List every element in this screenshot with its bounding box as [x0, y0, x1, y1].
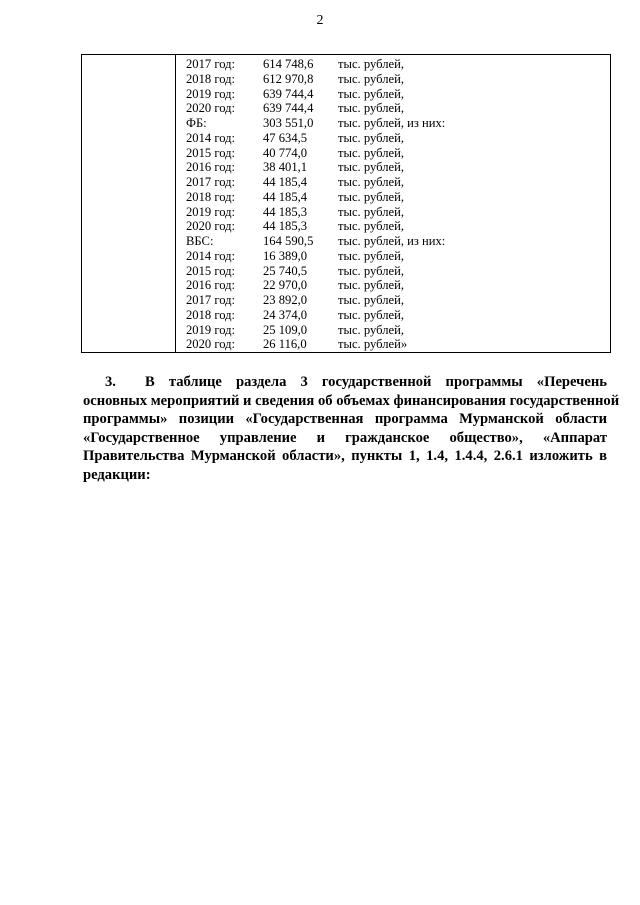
row-unit: тыс. рублей, [338, 322, 404, 337]
row-label: 2014 год: [186, 248, 236, 263]
page-number: 2 [316, 13, 324, 28]
table-row [186, 72, 606, 87]
row-label: 2018 год: [186, 307, 236, 322]
table-row [186, 278, 606, 293]
row-label: 2020 год: [186, 219, 236, 234]
row-unit: тыс. рублей, из них: [338, 234, 446, 248]
paragraph-line: Правительства Мурманской области», пункты 1, 1.4, 1.4.4, 2.6.1 изложить в [83, 448, 607, 464]
row-unit: тыс. рублей, из них: [338, 116, 446, 130]
row-label: ФБ: [186, 116, 207, 130]
paragraph-number: 3. [105, 374, 116, 390]
table-row [186, 337, 606, 352]
table-rows [186, 57, 606, 352]
row-label: 2018 год: [186, 71, 236, 86]
table-row [186, 131, 606, 146]
row-value: 44 185,4 [263, 175, 308, 189]
row-value: 25 740,5 [263, 263, 308, 278]
row-value: 38 401,1 [263, 160, 308, 175]
paragraph-line: основных мероприятий и сведения об объемах финансирования государственной [83, 392, 620, 409]
row-label: 2019 год: [186, 204, 236, 219]
row-unit: тыс. рублей, [338, 307, 404, 322]
table-row [186, 219, 606, 234]
row-label: 2016 год: [186, 278, 236, 293]
row-value: 44 185,3 [263, 219, 308, 234]
table-row [186, 190, 606, 205]
table-row [186, 205, 606, 220]
row-label: 2020 год: [186, 337, 236, 352]
row-label: 2014 год: [186, 130, 236, 145]
table-row [186, 293, 606, 308]
table-row [186, 264, 606, 279]
row-unit: тыс. рублей, [338, 263, 404, 278]
row-value: 25 109,0 [263, 322, 308, 337]
row-label: 2015 год: [186, 263, 236, 278]
row-unit: тыс. рублей, [338, 248, 404, 263]
row-value: 26 116,0 [263, 337, 307, 352]
row-label: 2016 год: [186, 160, 236, 175]
row-value: 16 389,0 [263, 248, 308, 263]
table-row [186, 323, 606, 338]
table-row [186, 116, 606, 131]
row-label: 2015 год: [186, 145, 236, 160]
row-value: 40 774,0 [263, 145, 308, 160]
row-value: 639 744,4 [263, 86, 314, 101]
row-label: 2020 год: [186, 101, 236, 116]
row-label: 2019 год: [186, 322, 236, 337]
table-row [186, 234, 606, 249]
table-row [186, 308, 606, 323]
table-row [186, 101, 606, 116]
row-label: 2017 год: [186, 293, 236, 307]
row-value: 47 634,5 [263, 130, 308, 145]
row-value: 44 185,4 [263, 189, 308, 204]
row-value: 614 748,6 [263, 57, 314, 71]
row-unit: тыс. рублей, [338, 278, 404, 293]
paragraph-line: «Государственное управление и гражданское общество», «Аппарат [83, 429, 607, 446]
row-unit: тыс. рублей, [338, 86, 404, 101]
paragraph-line-text: В таблице раздела 3 государственной программы «Перечень [145, 374, 607, 390]
row-value: 612 970,8 [263, 71, 314, 86]
row-unit: тыс. рублей» [338, 337, 408, 352]
table-column-divider [175, 54, 176, 353]
row-unit: тыс. рублей, [338, 71, 404, 86]
row-label: ВБС: [186, 234, 214, 248]
row-label: 2019 год: [186, 86, 236, 101]
table-row [186, 249, 606, 264]
row-label: 2018 год: [186, 189, 236, 204]
table-row [186, 146, 606, 161]
row-value: 44 185,3 [263, 204, 308, 219]
row-unit: тыс. рублей, [338, 204, 404, 219]
row-unit: тыс. рублей, [338, 57, 404, 71]
paragraph-line: редакции: [83, 466, 151, 483]
row-unit: тыс. рублей, [338, 101, 404, 116]
row-value: 639 744,4 [263, 101, 314, 116]
row-unit: тыс. рублей, [338, 293, 404, 307]
paragraph-line: программы» позиции «Государственная программа Мурманской области [83, 411, 607, 427]
table-row [186, 175, 606, 190]
table-row [186, 87, 606, 102]
row-unit: тыс. рублей, [338, 160, 404, 175]
row-unit: тыс. рублей, [338, 130, 404, 145]
row-value: 24 374,0 [263, 307, 308, 322]
row-value: 23 892,0 [263, 293, 308, 307]
paragraph-3 [83, 373, 620, 484]
row-label: 2017 год: [186, 57, 236, 71]
row-value: 22 970,0 [263, 278, 308, 293]
table-row [186, 160, 606, 175]
row-unit: тыс. рублей, [338, 175, 404, 189]
row-value: 164 590,5 [263, 234, 314, 248]
paragraph-line [83, 373, 607, 392]
table-row [186, 57, 606, 72]
row-unit: тыс. рублей, [338, 189, 404, 204]
row-unit: тыс. рублей, [338, 219, 404, 234]
row-value: 303 551,0 [263, 116, 314, 130]
row-label: 2017 год: [186, 175, 236, 189]
row-unit: тыс. рублей, [338, 145, 404, 160]
